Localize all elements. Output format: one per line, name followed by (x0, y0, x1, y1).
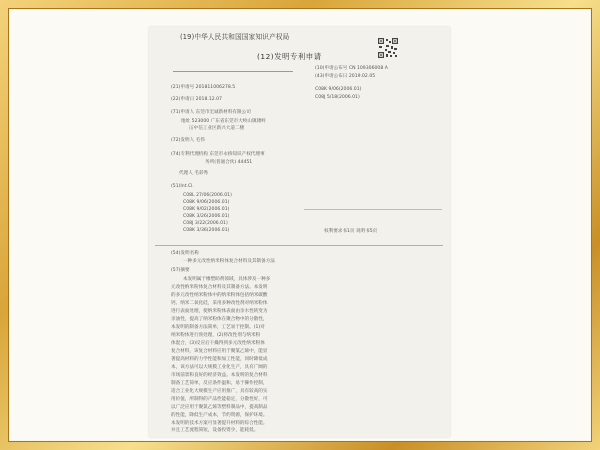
right-ipc-0: C08K 9/06(2006.01) (315, 87, 362, 92)
abstract-label: (57)摘要 (171, 268, 190, 273)
abstract-line: 钙、纳米二氧化硅，采用多种改性剂对纳米粉体 (171, 301, 268, 306)
ipc-code-5: C08J 3/22(2006.01) (183, 221, 228, 226)
office-header: (19)中华人民共和国国家知识产权局 (180, 33, 290, 41)
abstract-line: 适合工业化大规模生产应用推广，具有较高的实 (171, 389, 268, 394)
claims-note: 权利要求书1页 说明书5页 (324, 229, 378, 234)
abstract-line: 元改性纳米粉体复合材料及其制备方法。本发明 (171, 285, 268, 290)
abstract-line: 本发明的制备方法简单，工艺易于控制。(1)对 (171, 325, 265, 330)
abstract-line: 体混合，(3)反应后干燥得到多元改性纳米粉体 (171, 341, 265, 346)
ipc-code-1: C08L 27/06(2006.01) (183, 193, 232, 198)
abstract-line: 的性能，降低生产成本，节约资源，保护环境。 (171, 413, 268, 418)
invention-title: 一种多元改性纳米粉体复合材料及其制备方法 (183, 259, 275, 264)
abstract-line: 用价值，所制得的产品性能稳定，分散性好，可 (171, 397, 268, 402)
abstract-line: 复合材料，该复合材料应用于聚氯乙烯中，能显 (171, 349, 268, 354)
ipc-code-4: C08K 3/26(2006.01) (183, 214, 230, 219)
abstract-line: 进行表面处理，使纳米粉体表面由亲水性转变为 (171, 309, 268, 314)
applicant: (71)申请人 东莞市宏诚新材料有限公司 (171, 110, 251, 115)
publication-date: (43)申请公布日 2019.02.05 (315, 74, 376, 79)
abstract-line: 市场前景和良好的经济效益。本发明的复合材料 (171, 373, 268, 378)
abstract-line: 著提高材料的力学性能和加工性能，同时降低成 (171, 357, 268, 362)
qr-code-icon (378, 38, 398, 58)
ipc-code-0: (51)Int.Cl. (171, 184, 194, 189)
publication-number: (10)申请公布号 CN 109306008 A (315, 66, 388, 71)
right-ipc-1: C08J 5/18(2006.01) (315, 95, 360, 100)
abstract-line: 以广泛应用于聚氯乙烯等塑料制品中，提高制品 (171, 405, 268, 410)
agency-line-2: 务所(普通合伙) 44451 (205, 160, 253, 165)
filing-date: (22)申请日 2018.12.07 (171, 97, 222, 102)
application-number: (21)申请号 201811006278.5 (171, 85, 236, 90)
abstract-line: 纳米粉体进行预处理，(2)将改性剂与纳米粉 (171, 333, 261, 338)
abstract-line: 亲油性，提高了纳米粉体在聚合物中的分散性， (171, 317, 268, 322)
agency-line-1: (74)专利代理机构 东莞市永桥知识产权代理事 (171, 152, 265, 157)
ipc-code-3: C08K 9/02(2006.01) (183, 207, 230, 212)
address-line-2: 冚中信工业区新兴大道二楼 (189, 126, 245, 131)
claims-divider (304, 209, 442, 219)
inventor: (72)发明人 毛伟 (171, 138, 205, 143)
agent: 代理人 毛彩秀 (179, 171, 209, 176)
abstract-line: 本发明属于橡塑助剂领域，具体涉及一种多 (183, 277, 271, 282)
abstract-line: 本，该方法可以大规模工业化生产，具有广阔的 (171, 365, 268, 370)
ipc-code-2: C08K 9/06(2006.01) (183, 200, 230, 205)
address-line-1: 地址 523000 广东省东莞市大岭山镇矮岭 (181, 119, 266, 124)
document-type-title: (12)发明专利申请 (257, 52, 322, 61)
ipc-code-6: C08K 3/36(2006.01) (183, 228, 230, 233)
patent-document-page (149, 27, 450, 437)
header-divider (173, 71, 293, 72)
abstract-line: 并且工艺流程简短，设备投资少，能耗低。 (171, 428, 259, 433)
abstract-line: 本发明的技术方案可显著提升材料的综合性能。 (171, 421, 268, 426)
abstract-line: 的多元改性纳米粉体中的纳米粉体包括纳米碳酸 (171, 293, 268, 298)
section-divider (155, 245, 443, 246)
abstract-line: 制备工艺简单，反应条件温和，易于操作控制， (171, 381, 268, 386)
title-label: (54)发明名称 (171, 251, 199, 256)
